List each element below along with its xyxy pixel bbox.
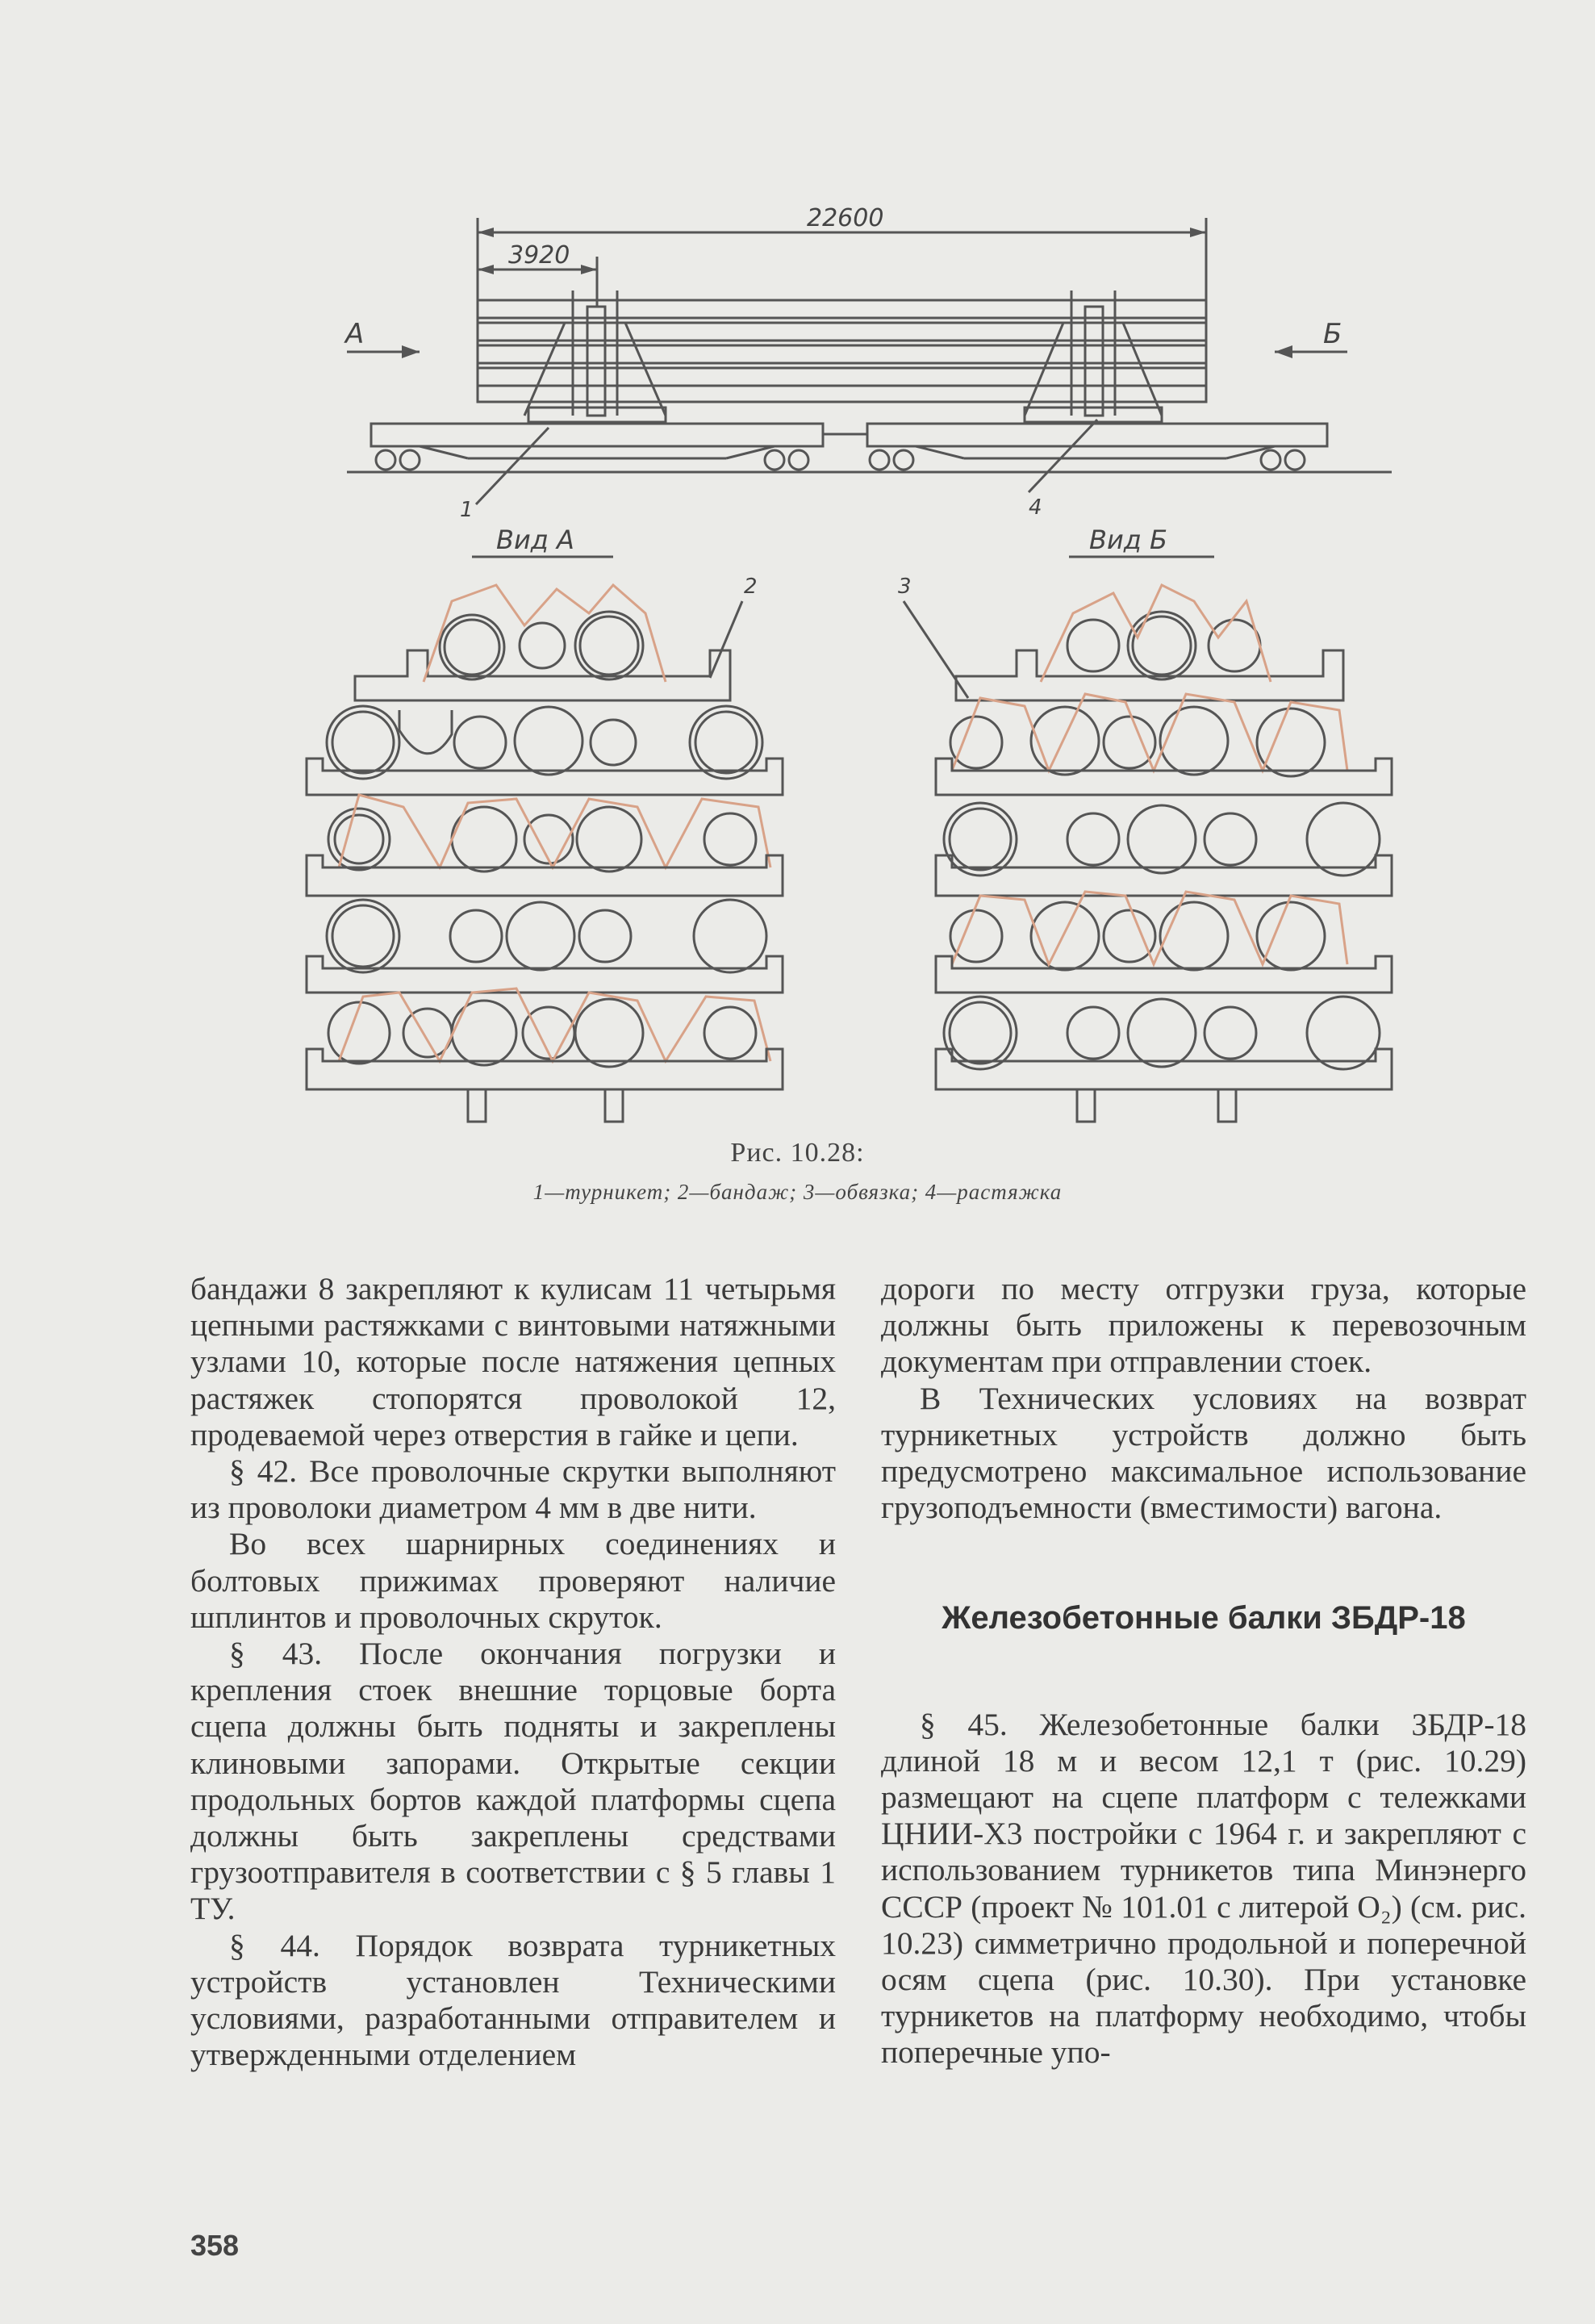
side-view-drawing xyxy=(344,204,1392,522)
left-text-column xyxy=(190,1271,836,2073)
section-heading: Железобетонные балки ЗБДР-18 xyxy=(942,1600,1466,1636)
callout-2: 2 xyxy=(744,575,758,599)
left-paragraph-3: Во всех шарнирных соединениях и болтовых прижимах проверяют наличие шплинтов и проволочных скруток. xyxy=(190,1526,836,1635)
callout-3: 3 xyxy=(898,575,912,599)
left-paragraph-4: § 43. После окончания погрузки и крепления стоек внешние торцовые борта сцепа должны быть подняты и закреплены клиновыми запорами. Открытые секции продольных бортов каждой платформы сцепа должны быть закреплены средствами грузоотправителя в соответствии с § 5 главы 1 ТУ. xyxy=(190,1636,836,1927)
page-number: 358 xyxy=(190,2229,240,2262)
view-a-label: Вид А xyxy=(496,525,574,555)
view-a-drawing xyxy=(307,585,783,1122)
direction-a: А xyxy=(345,318,365,350)
callout-4: 4 xyxy=(1029,495,1042,520)
view-b-label: Вид Б xyxy=(1089,525,1167,555)
right-paragraph-3: § 45. Железобетонные балки ЗБДР-18 длиной 18 м и весом 12,1 т (рис. 10.29) размещают на сцепе платформ с тележками ЦНИИ-Х3 постройки с 1964 г. и закрепляют с использованием турникетов типа Минэнерго СССР (проект № 101.01 с литерой О₂) (см. рис. 10.23) симметрично продольной и поперечной осям сцепа (рис. 10.30). При установке турникетов на платформу необходимо, чтобы поперечные упо- xyxy=(881,1706,1526,2071)
figure-caption-legend: 1—турникет; 2—бандаж; 3—обвязка; 4—растяжка xyxy=(532,1180,1063,1204)
left-paragraph-1: бандажи 8 закрепляют к кулисам 11 четырьмя цепными растяжками с винтовыми натяжными узлами 10, которые после натяжения цепных растяжек стопорятся проволокой 12, продеваемой через отверстия в гайке и цепи. xyxy=(190,1271,836,1452)
right-paragraph-1: дороги по месту отгрузки груза, которые должны быть приложены к перевозочным документам при отправлении стоек. xyxy=(881,1271,1526,1380)
dim-offset: 3920 xyxy=(508,241,570,270)
technical-figure xyxy=(0,0,1595,1138)
dim-overall: 22600 xyxy=(807,204,884,232)
right-paragraph-2: В Технических условиях на возврат турникетных устройств должно быть предусмотрено максимальное использование грузоподъемности (вместимости) вагона. xyxy=(881,1380,1526,1526)
left-paragraph-2: § 42. Все проволочные скрутки выполняют из проволоки диаметром 4 мм в две нити. xyxy=(190,1453,836,1526)
figure-caption-title: Рис. 10.28: xyxy=(730,1138,865,1168)
callout-1: 1 xyxy=(460,498,474,522)
right-text-column xyxy=(881,1271,1526,2071)
view-b-drawing xyxy=(936,585,1392,1122)
direction-b: Б xyxy=(1323,318,1342,350)
left-paragraph-5: § 44. Порядок возврата турникетных устройств установлен Техническими условиями, разработанными отправителем и утвержденными отделением xyxy=(190,1927,836,2073)
